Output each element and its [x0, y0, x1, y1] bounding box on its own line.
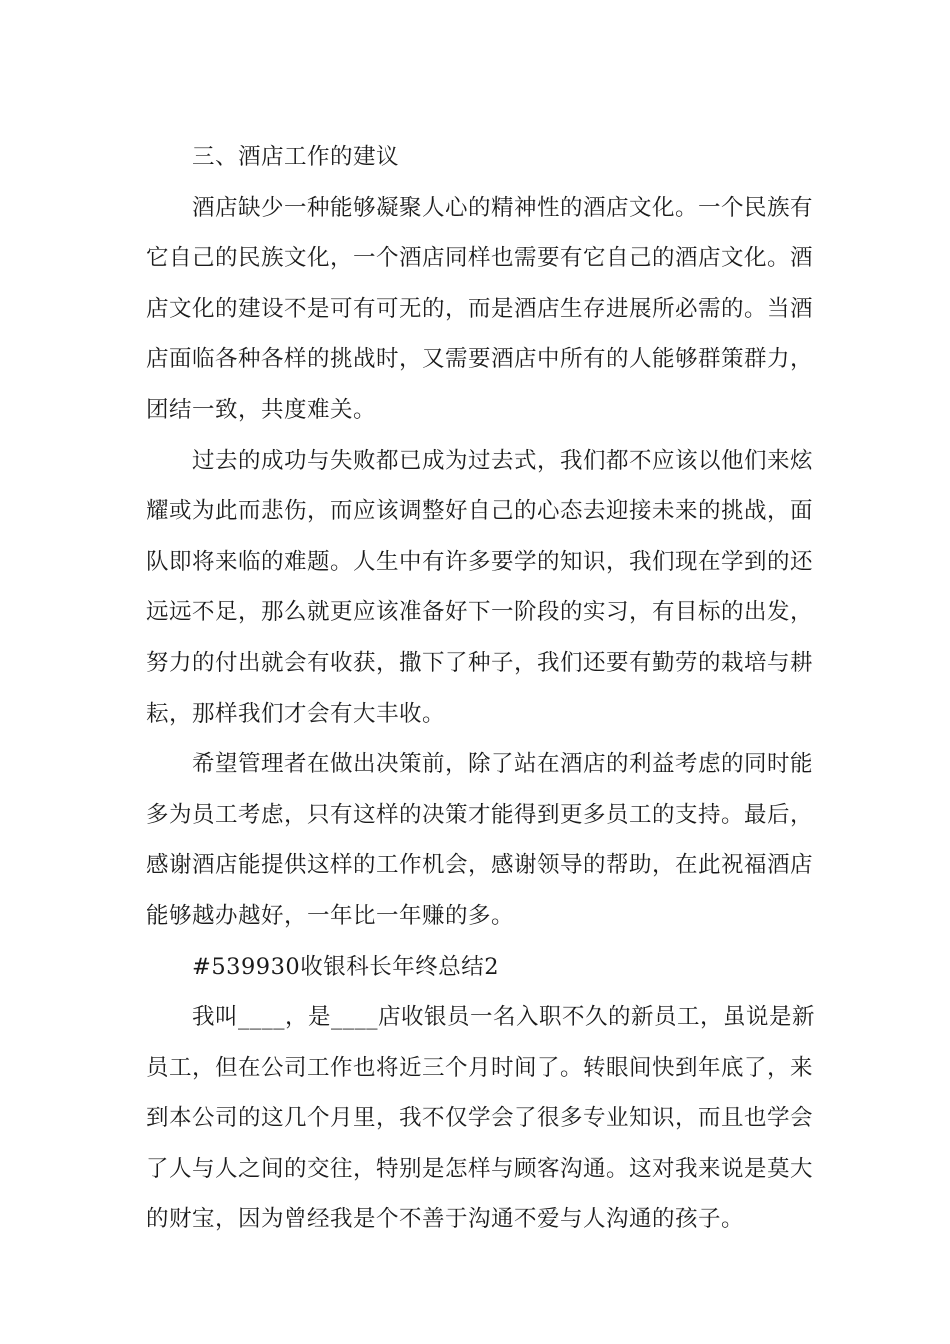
paragraph-line: 耀或为此而悲伤，而应该调整好自己的心态去迎接未来的挑战，面: [146, 498, 814, 525]
paragraph-line: 店面临各种各样的挑战时，又需要酒店中所有的人能够群策群力，: [146, 346, 814, 373]
paragraph-line: 了人与人之间的交往，特别是怎样与顾客沟通。这对我来说是莫大: [146, 1155, 814, 1182]
paragraph-line: 店文化的建设不是可有可无的，而是酒店生存进展所必需的。当酒: [146, 295, 814, 322]
section-heading: 三、酒店工作的建议: [192, 144, 400, 170]
paragraph-line: 到本公司的这几个月里，我不仅学会了很多专业知识，而且也学会: [146, 1105, 814, 1132]
paragraph-line: 我叫____，是____店收银员一名入职不久的新员工，虽说是新: [192, 1004, 816, 1031]
paragraph-line: 过去的成功与失败都已成为过去式，我们都不应该以他们来炫: [192, 447, 814, 474]
paragraph-line: 的财宝，因为曾经我是个不善于沟通不爱与人沟通的孩子。: [146, 1206, 745, 1233]
paragraph-line: 远远不足，那么就更应该准备好下一阶段的实习，有目标的出发，: [146, 599, 814, 626]
paragraph-line: 希望管理者在做出决策前，除了站在酒店的利益考虑的同时能: [192, 751, 814, 778]
paragraph-line: 耘，那样我们才会有大丰收。: [146, 700, 446, 727]
paragraph-line: 它自己的民族文化，一个酒店同样也需要有它自己的酒店文化。酒: [146, 245, 814, 272]
document-body: [146, 132, 816, 1245]
paragraph-line: 感谢酒店能提供这样的工作机会，感谢领导的帮助，在此祝福酒店: [146, 852, 814, 879]
paragraph-line: 多为员工考虑，只有这样的决策才能得到更多员工的支持。最后，: [146, 801, 814, 828]
paragraph-line: 团结一致，共度难关。: [146, 396, 377, 423]
section-heading: #539930收银科长年终总结2: [192, 953, 500, 980]
paragraph-line: 能够越办越好，一年比一年赚的多。: [146, 902, 515, 929]
paragraph-line: 队即将来临的难题。人生中有许多要学的知识，我们现在学到的还: [146, 548, 814, 575]
paragraph-line: 员工，但在公司工作也将近三个月时间了。转眼间快到年底了，来: [146, 1054, 814, 1081]
paragraph-line: 努力的付出就会有收获，撒下了种子，我们还要有勤劳的栽培与耕: [146, 649, 814, 676]
paragraph-line: 酒店缺少一种能够凝聚人心的精神性的酒店文化。一个民族有: [192, 194, 814, 221]
